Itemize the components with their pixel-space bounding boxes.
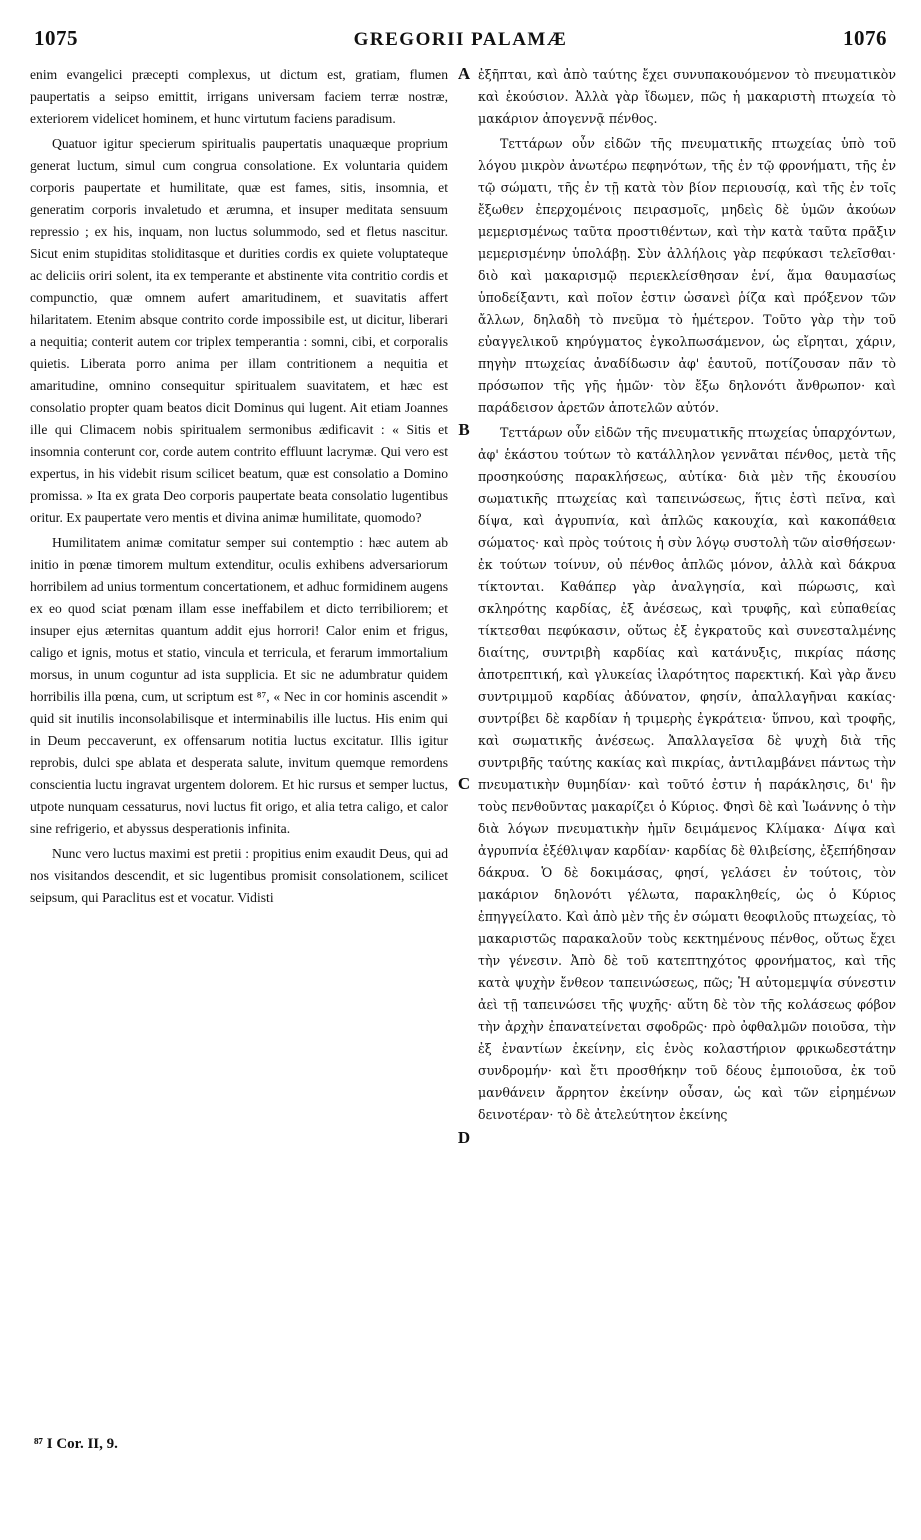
- greek-column: [478, 64, 896, 1126]
- section-marker-a: A: [457, 64, 471, 83]
- latin-paragraph: Humilitatem animæ comitatur semper sui contemptio : hæc autem ab initio in pœnæ timorem multum extenditur, oculis exhibens adversariorum horribilem ad unius tormentum concertationem, et adhuc formidinem augens ex eo quod sciat pœnam illam esse ineffabilem et dicto terribiliorem; et insuper ejus æternitas quantum addit ejus horrori! Calor enim et frigus, caligo et ignis, motus et statio, vincula et terricula, et ferarum immortalium morsus, in unum coguntur ad ista supplicia. Et sic ne adumbratur quidem horribilis illa pœna, cum, ut scriptum est ⁸⁷, « Nec in cor hominis ascendit » quid sit inutilis inconsolabilisque et interminabilis ille luctus. His enim qui in Deum peccaverunt, ex offensarum notitia luctus excitatur. Illis igitur reprobis, dulci spe ablata et desperata salute, invitum quemque remordens conscientia luctu ingravat urgentem dolorem. Et hic rursus et semper luctus, utpote nunquam cessaturus, novi luctus fit origo, et alia tetra caligo, et calor sine refrigerio, et abyssus desperationis infinita.: [30, 535, 448, 836]
- greek-paragraph: ἐξῆπται, καὶ ἀπὸ ταύτης ἔχει συνυπακουόμενον τὸ πνευματικὸν καὶ ἑκούσιον. Ἀλλὰ γὰρ ἴδωμεν, πῶς ἡ μακαριστὴ πτωχεία τὸ μακάριον ἀπογεννᾷ πένθος.: [478, 67, 896, 126]
- page-header: [34, 26, 887, 60]
- section-marker-b: B: [458, 420, 470, 439]
- right-page-number: 1076: [842, 26, 887, 50]
- section-marker-d: D: [457, 1128, 471, 1147]
- section-marker-c: C: [457, 774, 471, 793]
- text-columns: [30, 64, 896, 1464]
- latin-paragraph: enim evangelici præcepti complexus, ut dictum est, gratiam, flumen paupertatis a seipso emittit, irrigans universam faciem terræ nostræ, exteriorem videlicet hominem, et hunc virtutum faciens paradisum.: [30, 67, 448, 126]
- latin-paragraph: Nunc vero luctus maximi est pretii : propitius enim exaudit Deus, qui ad nos visitandos descendit, et sic lugentibus promisit consolationem, scilicet seipsum, qui Paraclitus est et vocatur. Vidisti: [30, 846, 448, 905]
- greek-paragraph: Τεττάρων οὖν εἰδῶν τῆς πνευματικῆς πτωχείας ὑπαρχόντων, ἀφ' ἑκάστου τούτων τὸ κατάλληλον γεννᾶται πένθος, μετὰ τῆς προσηκούσης παρακλήσεως, αὐτίκα· διὰ μὲν τῆς ἑκουσίου σωματικῆς πτωχείας καὶ ταπεινώσεως, ἥτις ἐστὶ πεῖνα, καὶ δίψα, καὶ ἀγρυπνία, καὶ ἁπλῶς κακουχία, καὶ κακοπάθεια σώματος· καὶ πρὸς τούτοις ἡ σὺν λόγῳ συστολὴ τῶν αἰσθήσεων· ἐκ τούτων τοίνυν, οὐ πένθος ἁπλῶς μόνον, ἀλλὰ καὶ δάκρυα τίκτονται. Καθάπερ γὰρ ἀναλγησία, καὶ πώρωσις, καὶ σκληρότης καρδίας, ἐξ ἀνέσεως, καὶ τρυφῆς, καὶ εὐπαθείας τίκτεσθαι πεφύκασιν, οὕτως ἐξ ἐγκρατοῦς καὶ συνεσταλμένης διαίτης, συντριβὴ καρδίας καὶ κατάνυξις, πικρίας πάσης ἀποτρεπτική, καὶ γλυκείας ἱλαρότητος παρεκτική. Καὶ γὰρ ἄνευ συντριμμοῦ καρδίας ἀδύνατον, φησίν, ἀπαλλαγῆναι κακίας· συντρίβει δὲ καρδίαν ἡ τριμερὴς ἐγκράτεια· ὕπνου, καὶ τροφῆς, καὶ σωματικῆς ἀνέσεως. Ἀπαλλαγεῖσα δὲ ψυχὴ διὰ τῆς συντριβῆς ταύτης κακίας καὶ πικρίας, ἀντιλαμβάνει πάντως τὴν πνευματικὴν θυμηδίαν· καὶ τοῦτό ἐστιν ἡ παράκλησις, δι' ἣν τοὺς πενθοῦντας μακαρίζει ὁ Κύριος. Φησὶ δὲ καὶ Ἰωάννης ὁ τὴν διὰ λόγων πνευματικὴν ἡμῖν δειμάμενος Κλίμακα· Δίψα καὶ ἀγρυπνία ἐξέθλιψαν καρδίαν· καρδίας δὲ θλιβείσης, ἐξεπήδησαν δάκρυα. Ὁ δὲ δοκιμάσας, φησί, γελάσει ἐν τούτοις, τὸν μακάριον δηλονότι γέλωτα, παρακληθείς, ὡς ὁ Κύριος ἐπηγγείλατο. Καὶ ἀπὸ μὲν τῆς ἐν σώματι θεοφιλοῦς πτωχείας, τὸ μακαριστῶς παρακαλοῦν τοὺς κεκτημένους πένθος, οὕτως ἔχει τὴν γένεσιν. Ἀπὸ δὲ τοῦ κατεπτηχότος φρονήματος, καὶ τῆς κατὰ ψυχὴν ἔνθεον ταπεινώσεως, πῶς; Ἡ αὐτομεμψία σύνεστιν ἀεὶ τῇ ταπεινώσει τῆς ψυχῆς· αὕτη δὲ τὸν τῆς κολάσεως φόβον τὴν ἀρχὴν ἐπανατείνεται σφοδρῶς· πρὸ ὀφθαλμῶν ποιοῦσα, τὴν ἐξ ἐναντίων ἐκείνην, εἰς ἑνὸς κολαστήριον φρικωδεστάτην συνδρομήν· καὶ ἔτι προσθήκην τοῦ δέους ἐμποιοῦσα, ἐκ τοῦ μανθάνειν ἄρρητον ἐκείνην οὖσαν, ὡς καὶ τῶν εἰρημένων δεινοτέραν· τὸ δὲ ἀτελεύτητον ἐκείνης: [478, 425, 896, 1122]
- latin-column: [30, 64, 448, 909]
- running-title: GREGORII PALAMÆ: [353, 29, 568, 50]
- footnote: ⁸⁷ I Cor. II, 9.: [34, 1436, 118, 1452]
- greek-paragraph: Τεττάρων οὖν εἰδῶν τῆς πνευματικῆς πτωχείας ὑπὸ τοῦ λόγου μικρὸν ἀνωτέρω πεφηνότων, τῆς ἐν τῷ φρονήματι, τῆς ἐν τῷ σώματι, τῆς ἐν τῇ κατὰ τὸν βίον περιουσίᾳ, καὶ τῆς ἐν τοῖς ἔξωθεν ἐπερχομένοις πειρασμοῖς, μηδεὶς δὲ ὑμῶν ἀκούων μεμερισμένως ταῦτα προστιθέντων, καὶ τὴν κατὰ ταῦτα πρᾶξιν μεμερισμένην ὑπολάβῃ. Σὺν ἀλλήλοις γὰρ πεφύκασι τελεῖσθαι· διὸ καὶ μακαρισμῷ περιεκλείσθησαν ἑνί, ἅμα θαυμασίως ὑποδείξαντι, καὶ ποῖον ἐστιν ὡσανεὶ ῥίζα καὶ πρόξενον τῶν ἄλλων, δηλαδὴ τὸ πνεῦμα τὸ ἡμέτερον. Τοῦτο γὰρ τὴν τοῦ εὐαγγελικοῦ κηρύγματος ἐγκολπωσάμενον, ὡς εἴρηται, χάριν, πηγὴν πτωχείας ἀναδίδωσιν ἀφ' ἑαυτοῦ, ποτίζουσαν πᾶν τὸ πρόσωπον τῆς γῆς ἡμῶν· τὸν ἔξω δηλονότι ἄνθρωπον· καὶ παράδεισον ἀρετῶν ἀποτελῶν αὐτόν.: [478, 136, 896, 415]
- latin-paragraph: Quatuor igitur specierum spiritualis paupertatis unaquæque proprium generat luctum, simul cum congrua consolatione. Ex voluntaria quidem corporis paupertate et humilitate, quæ est fames, sitis, insomnia, et generatim corporis invaletudo et ærumna, et insuper meditata sensuum repressio ; ex his, inquam, non luctus solummodo, sed et fletus nascitur. Sicut enim stupiditas stoliditasque et durities cordis ex quiete voluptateque ac deliciis oriri solent, ita ex temperante et abstinente vita contritio cordis et compunctio, quæ omnem aufert amaritudinem, et suavitatis affert hilaritatem. Etenim absque contrito corde impossibile est, ut dicitur, liberari a nequitia; conterit autem cor triplex temperantia : somni, cibi, et corporalis quietis. Liberata porro anima per illam contritionem a nequitia et amaritudine, omnino consequitur spiritualem suavitatem, et hæc est consolatio propter quam beatos dicit Dominus qui lugent. Ait etiam Joannes ille qui Climacem nobis spiritualem sermonibus ædificavit : « Sitis et insomnia conterunt cor, corde autem contrito effluunt lacrymæ. Qui vero est expertus, in his videbit risum scilicet beatum, quæ est consolatio a Domino promissa. » Ita ex grata Deo corporis paupertate beata consolatio lugentibus oritur. Ex paupertate vero mentis et divina animæ humilitate, quomodo?: [30, 136, 448, 525]
- left-page-number: 1075: [34, 26, 78, 50]
